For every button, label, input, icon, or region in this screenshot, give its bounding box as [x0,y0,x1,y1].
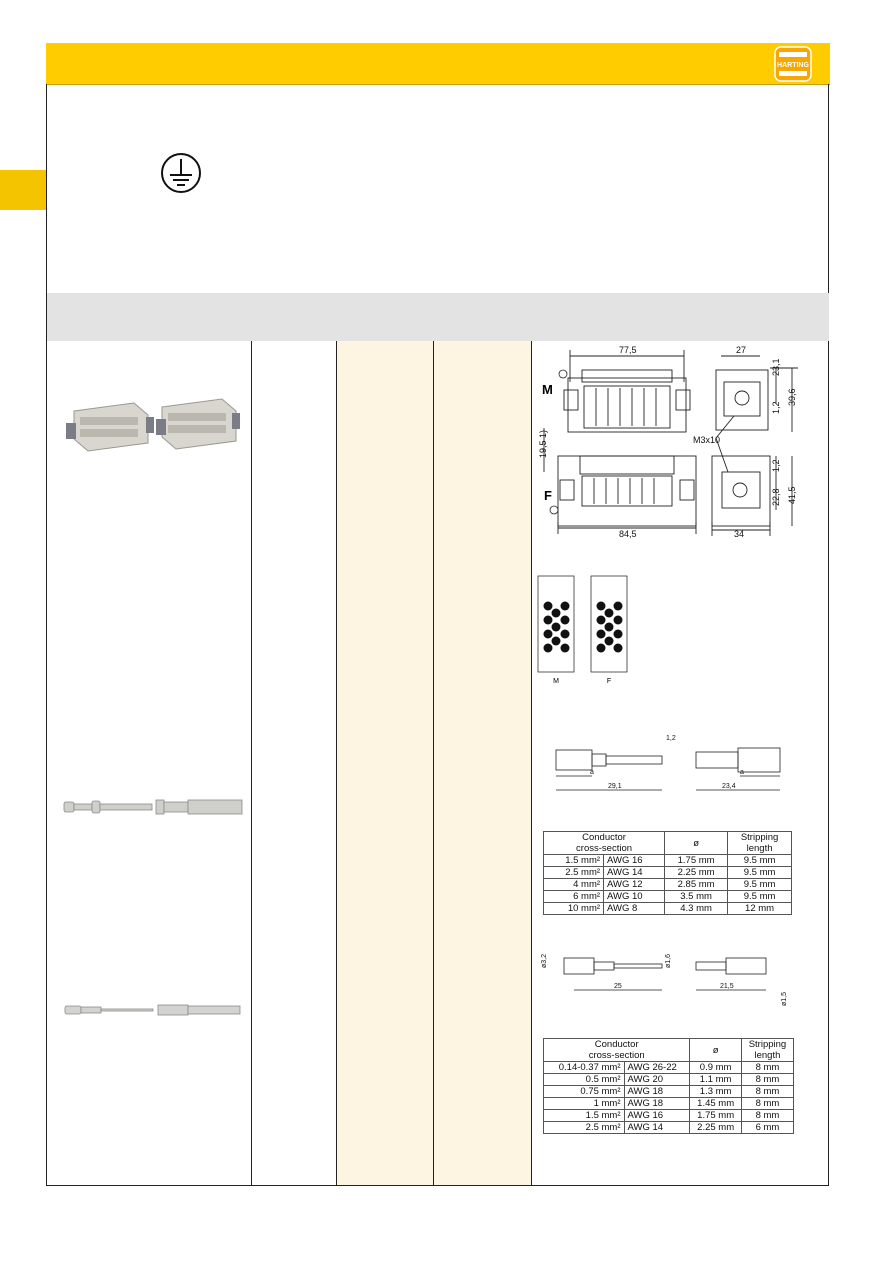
harting-logo [774,46,812,82]
dimension-drawing [536,342,826,542]
svg-text:29,1: 29,1 [608,783,622,790]
section-tab [0,170,46,210]
highlight-column [337,341,531,1185]
svg-text:ø1,6: ø1,6 [665,953,672,968]
svg-text:M: M [553,678,559,685]
table-row: 6 mm² AWG 10 3.5 mm 9.5 mm [544,891,792,903]
connector-inserts-photo [62,393,242,463]
turned-contact-drawing [536,938,796,1008]
protective-earth-icon [159,151,203,195]
column-divider [336,341,337,1186]
svg-text:27: 27 [736,345,747,355]
svg-text:23,4: 23,4 [722,783,736,790]
table-row: 0.5 mm² AWG 20 1.1 mm 8 mm [544,1074,794,1086]
svg-text:21,5: 21,5 [720,983,734,990]
table-row: 0.14-0.37 mm² AWG 26-22 0.9 mm 8 mm [544,1062,794,1074]
table-row: 2.5 mm² AWG 14 2.25 mm 6 mm [544,1122,794,1134]
svg-text:1): 1) [538,429,548,438]
svg-text:1,2: 1,2 [666,735,676,742]
svg-text:ø3,2: ø3,2 [541,953,548,968]
svg-text:39,6: 39,6 [787,388,797,406]
crimp-contacts-photo [62,796,244,818]
table-row: 0.75 mm² AWG 18 1.3 mm 8 mm [544,1086,794,1098]
header-bar [46,43,830,85]
col-header: ø [690,1039,741,1062]
svg-text:a: a [740,769,744,776]
table-row: 1 mm² AWG 18 1.45 mm 8 mm [544,1098,794,1110]
turned-contacts-photo [62,1000,244,1020]
svg-text:F: F [606,678,612,685]
table-row: 1.5 mm² AWG 16 1.75 mm 8 mm [544,1110,794,1122]
svg-text:77,5: 77,5 [619,345,637,355]
svg-text:23,1: 23,1 [771,358,781,376]
column-divider [531,341,532,1186]
svg-text:HARTING: HARTING [777,62,809,69]
col-header: ø [665,832,728,855]
svg-text:25: 25 [614,983,622,990]
svg-text:84,5: 84,5 [619,529,637,539]
svg-text:22,8: 22,8 [771,488,781,506]
col-header: Conductor cross-section [544,1039,690,1062]
table-row: 10 mm² AWG 8 4.3 mm 12 mm [544,903,792,915]
svg-text:F: F [544,488,552,503]
col-header: Stripping length [728,832,792,855]
column-divider [433,341,434,1186]
svg-text:34: 34 [734,529,745,539]
conductor-table-2 [543,1038,794,1134]
contact-face-views [536,574,636,686]
crimp-contact-drawing [536,730,796,798]
col-header: Stripping length [741,1039,793,1062]
column-divider [251,341,252,1186]
svg-text:1,2: 1,2 [771,401,781,414]
conductor-table-1 [543,831,792,915]
svg-text:41,5: 41,5 [787,486,797,504]
svg-text:19,5: 19,5 [538,440,548,458]
svg-text:M3x10: M3x10 [693,435,721,445]
table-row: 4 mm² AWG 12 2.85 mm 9.5 mm [544,879,792,891]
svg-text:ø1,5: ø1,5 [781,991,788,1006]
col-header: Conductor cross-section [544,832,665,855]
svg-text:a: a [590,769,594,776]
table-row: 1.5 mm² AWG 16 1.75 mm 9.5 mm [544,855,792,867]
svg-text:M: M [542,382,553,397]
table-row: 2.5 mm² AWG 14 2.25 mm 9.5 mm [544,867,792,879]
svg-text:1,2: 1,2 [771,459,781,472]
table-header-band [47,293,829,341]
